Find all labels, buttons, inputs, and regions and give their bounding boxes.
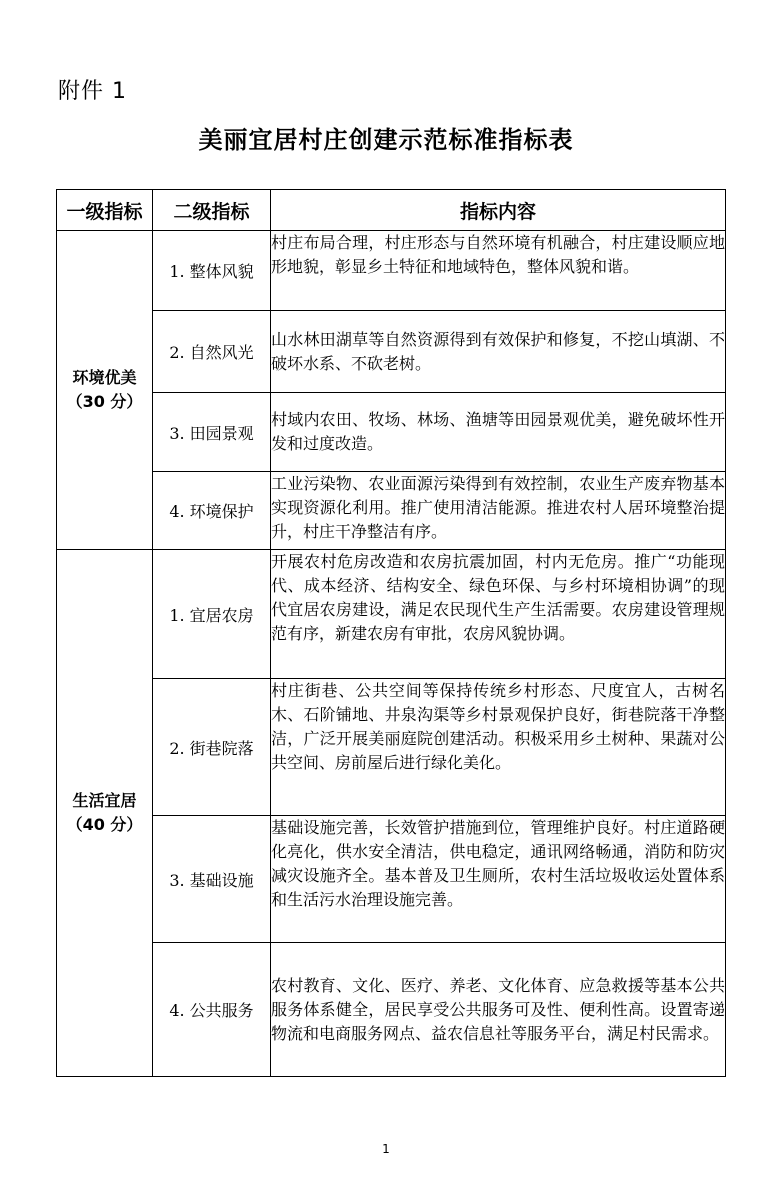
header-primary-index: 一级指标 — [57, 190, 153, 231]
primary-index-name: 生活宜居 — [72, 791, 137, 810]
secondary-index-label: 1. 整体风貌 — [153, 231, 271, 311]
table-row — [57, 472, 726, 550]
document-title: 美丽宜居村庄创建示范标准指标表 — [198, 126, 574, 154]
index-content: 村庄布局合理，村庄形态与自然环境有机融合，村庄建设顺应地形地貌，彰显乡土特征和地域特色，整体风貌和谐。 — [271, 231, 726, 311]
primary-index-livability — [57, 550, 153, 1077]
table-header-row — [57, 190, 726, 231]
table-row — [57, 816, 726, 943]
attachment-label: 附件 1 — [58, 79, 127, 104]
primary-index-score: （30 分） — [66, 392, 143, 411]
secondary-index-label: 3. 基础设施 — [153, 816, 271, 943]
secondary-index-label: 2. 自然风光 — [153, 311, 271, 393]
secondary-index-label: 3. 田园景观 — [153, 393, 271, 472]
secondary-index-label: 1. 宜居农房 — [153, 550, 271, 679]
primary-index-score: （40 分） — [66, 815, 143, 834]
page-number: 1 — [382, 1142, 390, 1156]
header-index-content: 指标内容 — [271, 190, 726, 231]
table-row — [57, 679, 726, 816]
index-content: 基础设施完善，长效管护措施到位，管理维护良好。村庄道路硬化亮化，供水安全清洁，供电稳定，通讯网络畅通，消防和防灾减灾设施齐全。基本普及卫生厕所，农村生活垃圾收运处置体系和生活污水治理设施完善。 — [271, 816, 726, 943]
index-content: 村域内农田、牧场、林场、渔塘等田园景观优美，避免破坏性开发和过度改造。 — [271, 393, 726, 472]
table-row — [57, 550, 726, 679]
primary-index-environment — [57, 231, 153, 550]
standard-index-table — [56, 189, 726, 1077]
index-content: 村庄街巷、公共空间等保持传统乡村形态、尺度宜人，古树名木、石阶铺地、井泉沟渠等乡村景观保护良好，街巷院落干净整洁，广泛开展美丽庭院创建活动。积极采用乡土树种、果蔬对公共空间、房前屋后进行绿化美化。 — [271, 679, 726, 816]
secondary-index-label: 2. 街巷院落 — [153, 679, 271, 816]
table-row — [57, 311, 726, 393]
index-content: 农村教育、文化、医疗、养老、文化体育、应急救援等基本公共服务体系健全，居民享受公共服务可及性、便利性高。设置寄递物流和电商服务网点、益农信息社等服务平台，满足村民需求。 — [271, 943, 726, 1077]
index-content: 工业污染物、农业面源污染得到有效控制，农业生产废弃物基本实现资源化利用。推广使用清洁能源。推进农村人居环境整治提升，村庄干净整洁有序。 — [271, 472, 726, 550]
table-row — [57, 943, 726, 1077]
secondary-index-label: 4. 环境保护 — [153, 472, 271, 550]
secondary-index-label: 4. 公共服务 — [153, 943, 271, 1077]
table-row — [57, 231, 726, 311]
index-content: 山水林田湖草等自然资源得到有效保护和修复，不挖山填湖、不破坏水系、不砍老树。 — [271, 311, 726, 393]
table-row — [57, 393, 726, 472]
index-content: 开展农村危房改造和农房抗震加固，村内无危房。推广“功能现代、成本经济、结构安全、绿色环保、与乡村环境相协调”的现代宜居农房建设，满足农民现代生产生活需要。农房建设管理规范有序，新建农房有审批，农房风貌协调。 — [271, 550, 726, 679]
header-secondary-index: 二级指标 — [153, 190, 271, 231]
primary-index-name: 环境优美 — [72, 368, 137, 387]
